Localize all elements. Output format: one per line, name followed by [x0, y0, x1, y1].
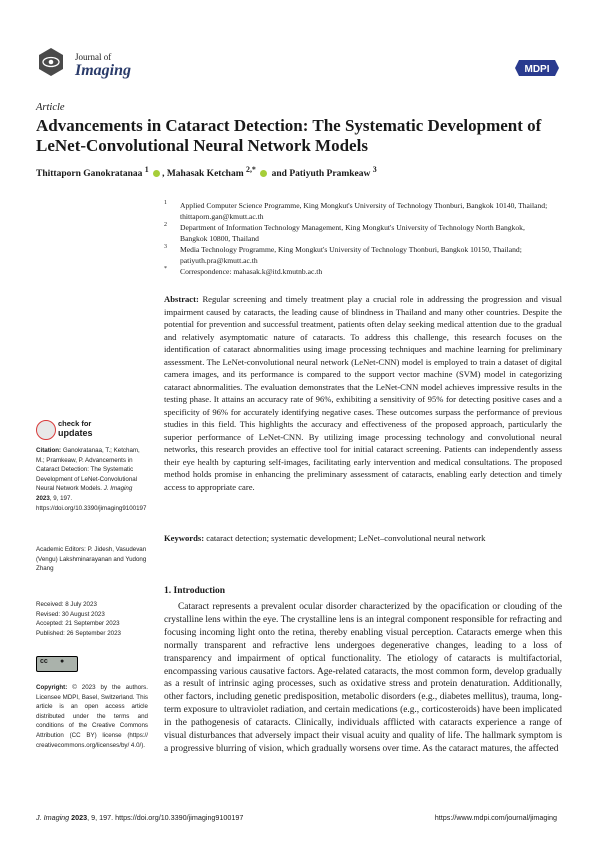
- keywords-text: cataract detection; systematic development; LeNet–convolutional neural network: [206, 533, 486, 543]
- keywords: [164, 533, 562, 543]
- check-updates-icon: [36, 420, 56, 440]
- received-date: Received: 8 July 2023: [36, 601, 97, 608]
- revised-date: Revised: 30 August 2023: [36, 610, 105, 618]
- affiliation-item: [164, 266, 554, 277]
- orcid-icon[interactable]: [260, 170, 267, 177]
- orcid-icon[interactable]: [153, 170, 160, 177]
- citation-text: Ganokratanaa, T.; Ketcham, M.; Pramkeaw, P. Advancements in Cataract Detection: The Systematic Development of LeNet-Convolutional Neural Network Models.: [36, 447, 140, 493]
- footer-journal: J. Imaging: [36, 813, 70, 822]
- affiliation-number: *: [164, 266, 167, 272]
- copyright-text: © 2023 by the authors. Licensee MDPI, Basel, Switzerland. This article is an open access article distributed under the terms and conditions of the Creative Commons Attribution (CC BY) license (https:// creativecommons.org/licenses/by/ 4.0/).: [36, 684, 148, 749]
- affiliation-text: Applied Computer Science Programme, King Mongkut's University of Technology Thonburi, Bangkok 10140, Thailand; thittaporn.gan@kmutt.ac.th: [180, 201, 548, 221]
- updates-label: updates: [58, 428, 93, 438]
- author-affil-sup: 2,*: [246, 165, 256, 174]
- footer-doi[interactable]: , 9, 197. https://doi.org/10.3390/jimaging9100197: [87, 813, 244, 822]
- abstract: [164, 293, 562, 493]
- affiliation-number: 2: [164, 222, 167, 228]
- publication-dates: [36, 600, 148, 638]
- footer-citation: [36, 813, 243, 822]
- article-title: Advancements in Cataract Detection: The Systematic Development of LeNet-Convolutional Neural Network Models: [36, 116, 542, 155]
- citation-year: 2023: [36, 494, 50, 502]
- author-name[interactable]: Patiyuth Pramkeaw: [289, 169, 371, 180]
- copyright-label: Copyright:: [36, 684, 68, 691]
- abstract-label: Abstract:: [164, 294, 199, 304]
- citation-label: Citation:: [36, 447, 62, 454]
- keywords-label: Keywords:: [164, 533, 205, 543]
- citation-journal: J. Imaging: [103, 485, 133, 493]
- affiliation-number: 1: [164, 200, 167, 206]
- cc-license-icon[interactable]: [36, 656, 78, 672]
- academic-editors: Academic Editors: P. Jidesh, Vasudevan (Vengu) Lakshminarayanan and Yudong Zhang: [36, 546, 147, 573]
- check-for-updates-button[interactable]: [36, 418, 126, 442]
- affiliation-item: [164, 244, 554, 266]
- affiliation-text: Department of Information Technology Management, King Mongkut's University of Technology North Bangkok, Bangkok 10800, Thailand: [180, 223, 525, 243]
- check-for-label: check for: [58, 419, 92, 428]
- author-affil-sup: 3: [372, 165, 377, 174]
- intro-paragraph: Cataract represents a prevalent ocular disorder characterized by the opacification or clouding of the crystalline lens within the eye. The crystalline lens is an integral component responsible for refracting and focusing incoming light onto the retina, thereby enabling visual perception. Cataracts emerge when this normally transparent and refractive lens undergoes degenerative changes, leading to a loss of transparency and impairment of optical functionality. The etiology of cataracts is multifactorial, encompassing various causative factors. Age-related cataracts, the most common form, develop gradually as a result of intrinsic aging processes, such as oxidative stress and protein denaturation. Additionally, other factors, including genetic predisposition, metabolic disorders (e.g., diabetes mellitus), trauma, long-term exposure to ultraviolet radiation, and certain medications (e.g., corticosteroids) have been implicated in the pathogenesis of cataracts. Clinically, individuals afflicted with cataracts experience a range of visual disturbances that adversely impact their visual acuity and quality of life. The hallmark symptom is a progressive blurring of vision, which gradually worsens over time. As the cataract matures, the affected: [164, 602, 562, 754]
- cc-logo-text: cc: [40, 658, 48, 665]
- author-affil-sup: 1: [144, 165, 149, 174]
- citation-block: [36, 446, 148, 513]
- affiliations: [164, 200, 554, 277]
- by-person-icon: ●: [60, 658, 65, 665]
- affiliation-item: [164, 200, 554, 222]
- author-name[interactable]: Mahasak Ketcham: [166, 169, 244, 180]
- article-type-label: Article: [36, 102, 65, 113]
- author-conjunction: and: [271, 169, 287, 180]
- section-heading: 1. Introduction: [164, 586, 226, 596]
- affiliation-item: [164, 222, 554, 244]
- affiliation-number: 3: [164, 244, 167, 250]
- published-date: Published: 26 September 2023: [36, 629, 121, 637]
- mdpi-logo-text: MDPI: [524, 64, 550, 75]
- affiliation-text: Correspondence: mahasak.k@itd.kmutnb.ac.th: [180, 267, 323, 276]
- footer-journal-url[interactable]: https://www.mdpi.com/journal/jimaging: [434, 813, 557, 822]
- abstract-text: Regular screening and timely treatment play a crucial role in addressing the progression and visual impairment caused by cataracts, the leading cause of blindness in Thailand and many other countries. Despite the potential for prevention and successful treatment, patients often delay seeking medical attention due to the gradual and relatively asymptomatic nature of cataracts. To address this challenge, this research focuses on the identification of cataract abnormalities using image processing techniques and machine learning for preliminary assessment. The LeNet-convolutional neural network (LeNet-CNN) model is employed to train a dataset of digital camera images, and its performance is compared to the support vector machine (SVM) model in categorizing cataract abnormalities. The evaluation demonstrates that the LeNet-CNN model achieves impressive results in the testing phase. It attains an accuracy rate of 96%, exhibiting a sensitivity of 95% for detecting positive cases and a specificity of 96% for accurately identifying negative cases. These outcomes surpass the performance of previous studies in this field. This highlights the accuracy and effectiveness of the proposed approach, particularly the superior performance of LeNet-CNN. By utilizing image processing technology and convolutional neural networks, this research provides an effective tool for initial cataract screening. Patients can independently assess their eye health by capturing self-images, facilitating early intervention and medical consultations. The proposed method holds promise in enhancing the preliminary assessment of cataracts, enabling early detection and timely access to appropriate care.: [164, 294, 562, 492]
- journal-logo-icon: [36, 47, 66, 77]
- affiliation-text: Media Technology Programme, King Mongkut's University of Technology Thonburi, Bangkok 10150, Thailand; patiyuth.pra@kmutt.ac.th: [180, 245, 522, 265]
- footer-year: 2023: [71, 813, 88, 822]
- author-name[interactable]: Thittaporn Ganokratanaa: [36, 169, 143, 180]
- journal-name[interactable]: Imaging: [75, 62, 132, 79]
- accepted-date: Accepted: 21 September 2023: [36, 620, 120, 628]
- journal-of-label: Journal of: [75, 52, 112, 62]
- author-list: Thittaporn Ganokratanaa $^1$ , Mahasak Ketcham $^{2,*}$ and Patiyuth Pramkeaw $^3$: [36, 165, 377, 180]
- copyright-block: [36, 683, 148, 750]
- mdpi-logo-icon[interactable]: [515, 58, 559, 78]
- citation-doi[interactable]: , 9, 197. https://doi.org/10.3390/jimaging9100197: [36, 494, 147, 512]
